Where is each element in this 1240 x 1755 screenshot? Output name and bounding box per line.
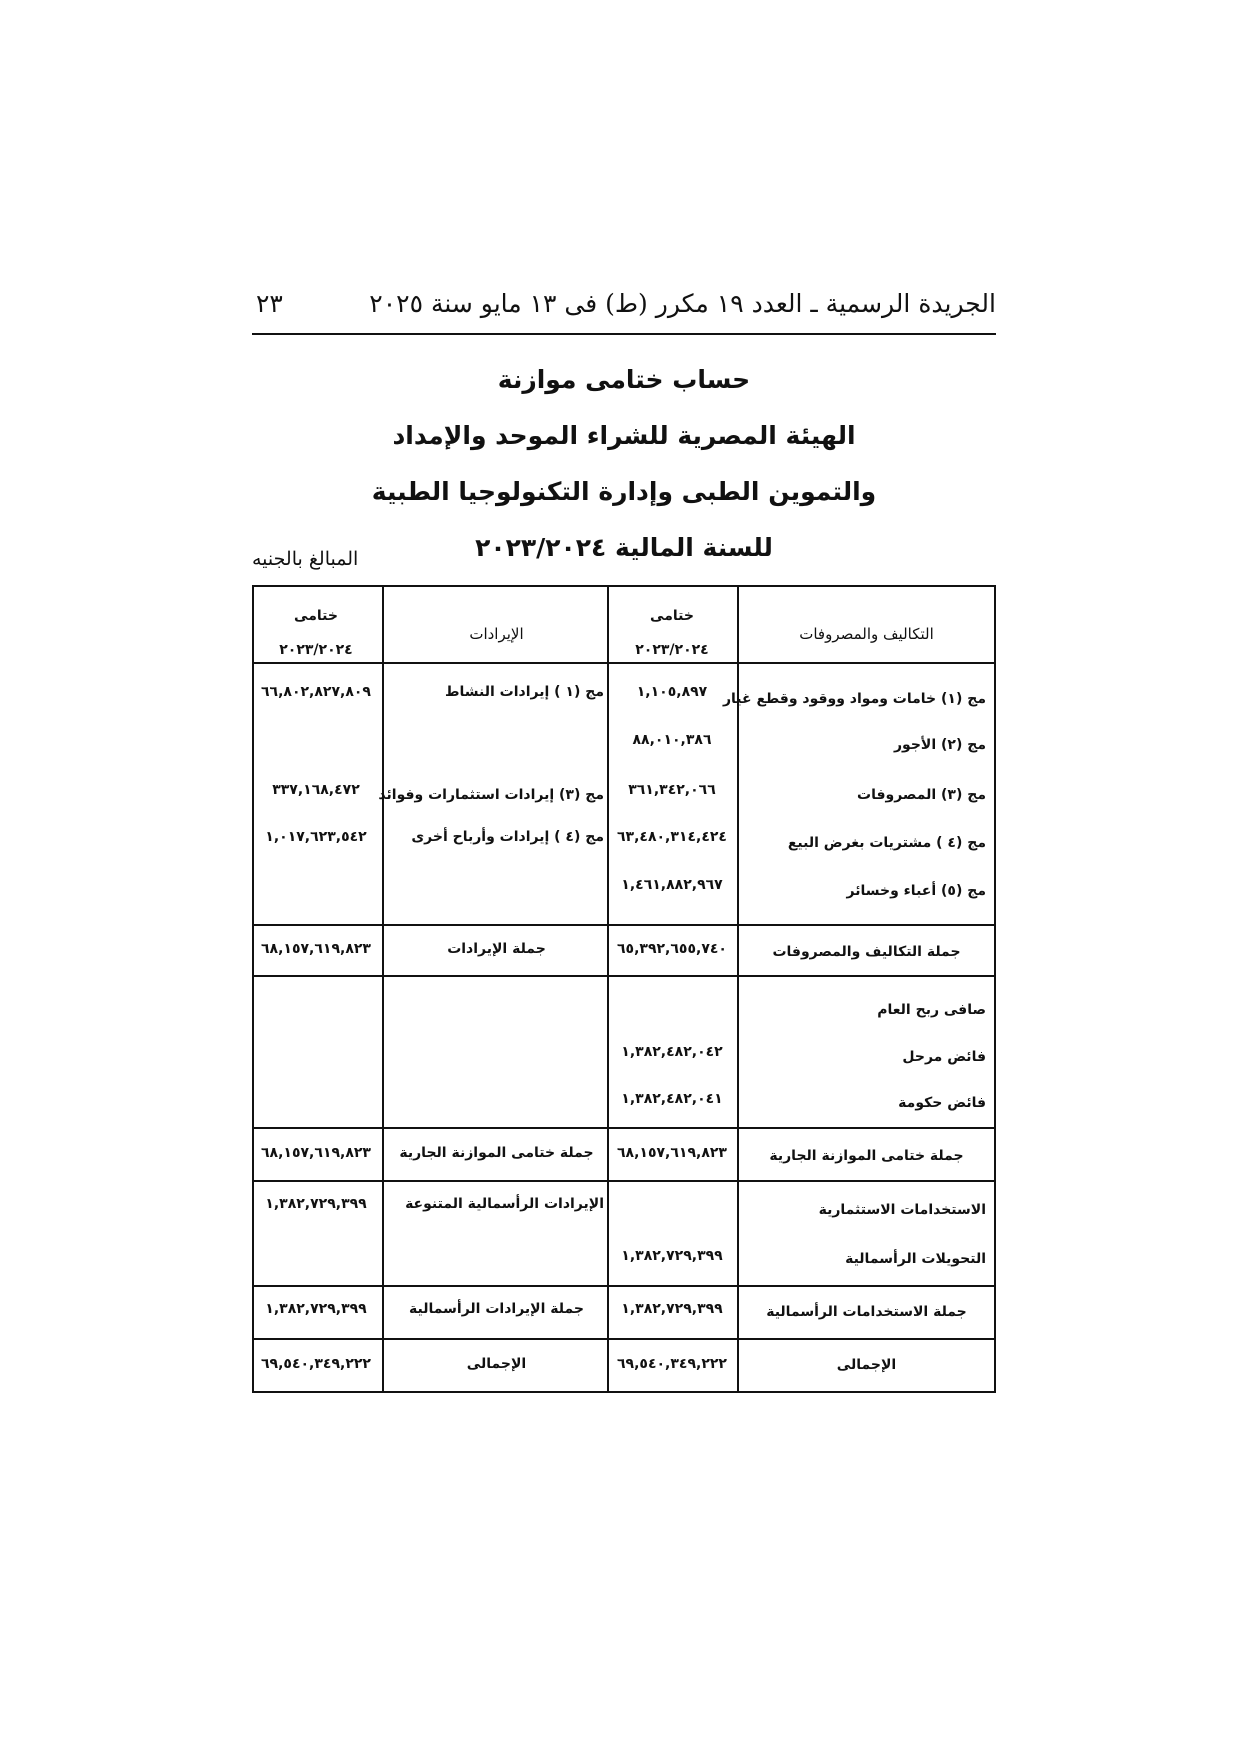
capital-revenues-total-amount: ١,٣٨٢,٧٢٩,٣٩٩ [265, 1301, 367, 1317]
grand-total-cost-amount: ٦٩,٥٤٠,٣٤٩,٢٢٢ [617, 1356, 727, 1372]
current-budget-total-label: جملة ختامى الموازنة الجارية [769, 1148, 964, 1164]
revenue-item: مج (٣) إيرادات استثمارات وفوائد [378, 787, 604, 803]
total-costs-amount: ٦٥,٣٩٢,٦٥٥,٧٤٠ [617, 941, 727, 957]
cost-amount: ٦٣,٤٨٠,٣١٤,٤٢٤ [617, 829, 727, 845]
current-budget-revenue-amount: ٦٨,١٥٧,٦١٩,٨٢٣ [261, 1145, 371, 1161]
grand-total-revenue-label: الإجمالى [466, 1356, 527, 1372]
row-divider [254, 1338, 994, 1340]
row-divider [254, 924, 994, 926]
row-divider [254, 975, 994, 977]
column-divider [382, 587, 384, 1391]
cost-item: مج (١) خامات ومواد ووقود وقطع غيار [722, 691, 986, 707]
final-account-table [252, 585, 996, 1393]
column-divider [607, 587, 609, 1391]
revenue-amount: ٣٣٧,١٦٨,٤٧٢ [272, 782, 360, 798]
cost-item: مج (٤ ) مشتريات بغرض البيع [787, 835, 986, 851]
total-costs-label: جملة التكاليف والمصروفات [772, 944, 961, 960]
cost-amount: ٣٦١,٣٤٢,٠٦٦ [628, 782, 716, 798]
cost-item: مج (٣) المصروفات [857, 787, 986, 803]
row-divider [254, 662, 994, 664]
revenue-item: مج (٤ ) إيرادات وأرباح أخرى [411, 829, 604, 845]
gazette-header-text: الجريدة الرسمية ـ العدد ١٩ مكرر (ط) فى ١٣ مايو سنة ٢٠٢٥ [369, 289, 996, 318]
cost-amount: ١,١٠٥,٨٩٧ [636, 684, 708, 700]
revenue-final-year: ٢٠٢٣/٢٠٢٤ [279, 642, 353, 658]
cost-final-header: ختامى [650, 608, 694, 624]
page-number: ٢٣ [256, 289, 283, 318]
current-budget-revenue-label: جملة ختامى الموازنة الجارية [399, 1145, 594, 1161]
capital-revenues-label: الإيرادات الرأسمالية المتنوعة [405, 1196, 604, 1212]
title-line-3: والتموين الطبى وإدارة التكنولوجيا الطبية [371, 477, 877, 506]
capital-revenues-total-label: جملة الإيرادات الرأسمالية [409, 1301, 584, 1317]
cost-item: مج (٢) الأجور [893, 737, 986, 753]
gazette-header [252, 283, 996, 335]
title-line-1: حساب ختامى موازنة [497, 365, 751, 394]
total-revenues-label: جملة الإيرادات [447, 941, 546, 957]
net-profit-label: صافى ربح العام [877, 1002, 986, 1018]
capital-revenues-amount: ١,٣٨٢,٧٢٩,٣٩٩ [265, 1196, 367, 1212]
government-surplus-amount: ١,٣٨٢,٤٨٢,٠٤١ [621, 1091, 723, 1107]
revenue-amount: ٦٦,٨٠٢,٨٢٧,٨٠٩ [261, 684, 371, 700]
capital-transfers-amount: ١,٣٨٢,٧٢٩,٣٩٩ [621, 1248, 723, 1264]
grand-total-revenue-amount: ٦٩,٥٤٠,٣٤٩,٢٢٢ [261, 1356, 371, 1372]
revenue-final-header: ختامى [294, 608, 338, 624]
row-divider [254, 1285, 994, 1287]
currency-note: المبالغ بالجنيه [252, 548, 359, 570]
revenue-amount: ١,٠١٧,٦٢٣,٥٤٢ [265, 829, 367, 845]
cost-amount: ٨٨,٠١٠,٣٨٦ [632, 732, 712, 748]
carried-surplus-label: فائض مرحل [902, 1049, 986, 1065]
grand-total-label: الإجمالى [836, 1357, 897, 1373]
document-title [252, 352, 996, 576]
cost-amount: ١,٤٦١,٨٨٢,٩٦٧ [621, 877, 723, 893]
title-line-2: الهيئة المصرية للشراء الموحد والإمداد [392, 421, 856, 450]
current-budget-total-amount: ٦٨,١٥٧,٦١٩,٨٢٣ [617, 1145, 727, 1161]
carried-surplus-amount: ١,٣٨٢,٤٨٢,٠٤٢ [621, 1044, 723, 1060]
cost-final-year: ٢٠٢٣/٢٠٢٤ [635, 642, 709, 658]
row-divider [254, 1180, 994, 1182]
revenues-column-header: الإيرادات [469, 625, 524, 643]
total-revenues-amount: ٦٨,١٥٧,٦١٩,٨٢٣ [261, 941, 371, 957]
row-divider [254, 1127, 994, 1129]
title-line-4: للسنة المالية ٢٠٢٣/٢٠٢٤ [475, 533, 773, 562]
capital-uses-total-amount: ١,٣٨٢,٧٢٩,٣٩٩ [621, 1301, 723, 1317]
revenue-item: مج (١ ) إيرادات النشاط [444, 684, 604, 700]
capital-uses-total-label: جملة الاستخدامات الرأسمالية [766, 1304, 967, 1320]
cost-item: مج (٥) أعباء وخسائر [846, 883, 986, 899]
costs-column-header: التكاليف والمصروفات [799, 625, 934, 643]
government-surplus-label: فائض حكومة [898, 1095, 986, 1111]
capital-transfers-label: التحويلات الرأسمالية [845, 1251, 986, 1267]
investment-uses-label: الاستخدامات الاستثمارية [818, 1202, 986, 1218]
